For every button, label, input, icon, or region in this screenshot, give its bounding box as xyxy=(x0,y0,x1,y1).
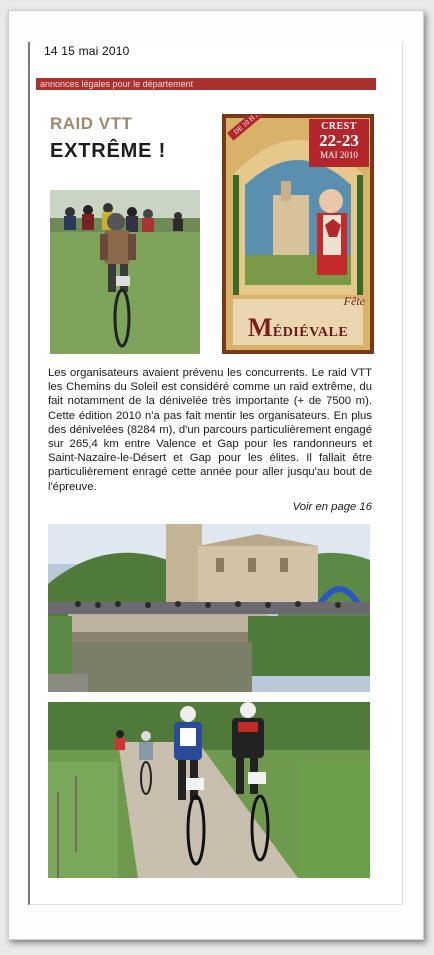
photo-riders-trail xyxy=(48,702,370,878)
photo-church-bridge xyxy=(48,524,370,692)
poster-date-box xyxy=(309,119,369,167)
section-banner: annonces légales pour le département xyxy=(36,78,376,90)
poster-title xyxy=(223,313,373,343)
headline-extreme: EXTRÊME ! xyxy=(50,140,167,162)
poster-title-rest: ÉDIÉVALE xyxy=(272,325,349,340)
poster-fete: Fête xyxy=(343,294,365,308)
article-body xyxy=(48,366,372,494)
clipping-date: 14 15 mai 2010 xyxy=(44,44,130,58)
poster-month: MAI 2010 xyxy=(320,150,358,160)
fete-medievale-poster xyxy=(222,114,374,354)
poster-title-initial: M xyxy=(247,313,273,342)
poster-city: CREST xyxy=(321,121,357,132)
photo-riders-grass xyxy=(50,190,200,354)
headline-raid-vtt: RAID VTT xyxy=(50,114,133,133)
article-paragraph: Les organisateurs avaient prévenu les concurrents. Le raid VTT les Chemins du Soleil est considéré comme un raid extrême, du fait notamment de la dénivelée très importante (+ de 7500 m). Cette édition 2010 n'a pas fait mentir les organisateurs. En plus des dénivelées (8284 m), d'un parcours particulièrement engagé sur 265,4 km entre Valence et Gap pour les randonneurs et Saint-Nazaire-le-Désert et Gap pour les élites. Il fallait être particulièrement enragé cette année pour aller jusqu'au bout de l'épreuve. xyxy=(48,367,372,493)
see-page-link: Voir en page 16 xyxy=(292,501,372,513)
poster-days: 22-23 xyxy=(319,131,359,150)
